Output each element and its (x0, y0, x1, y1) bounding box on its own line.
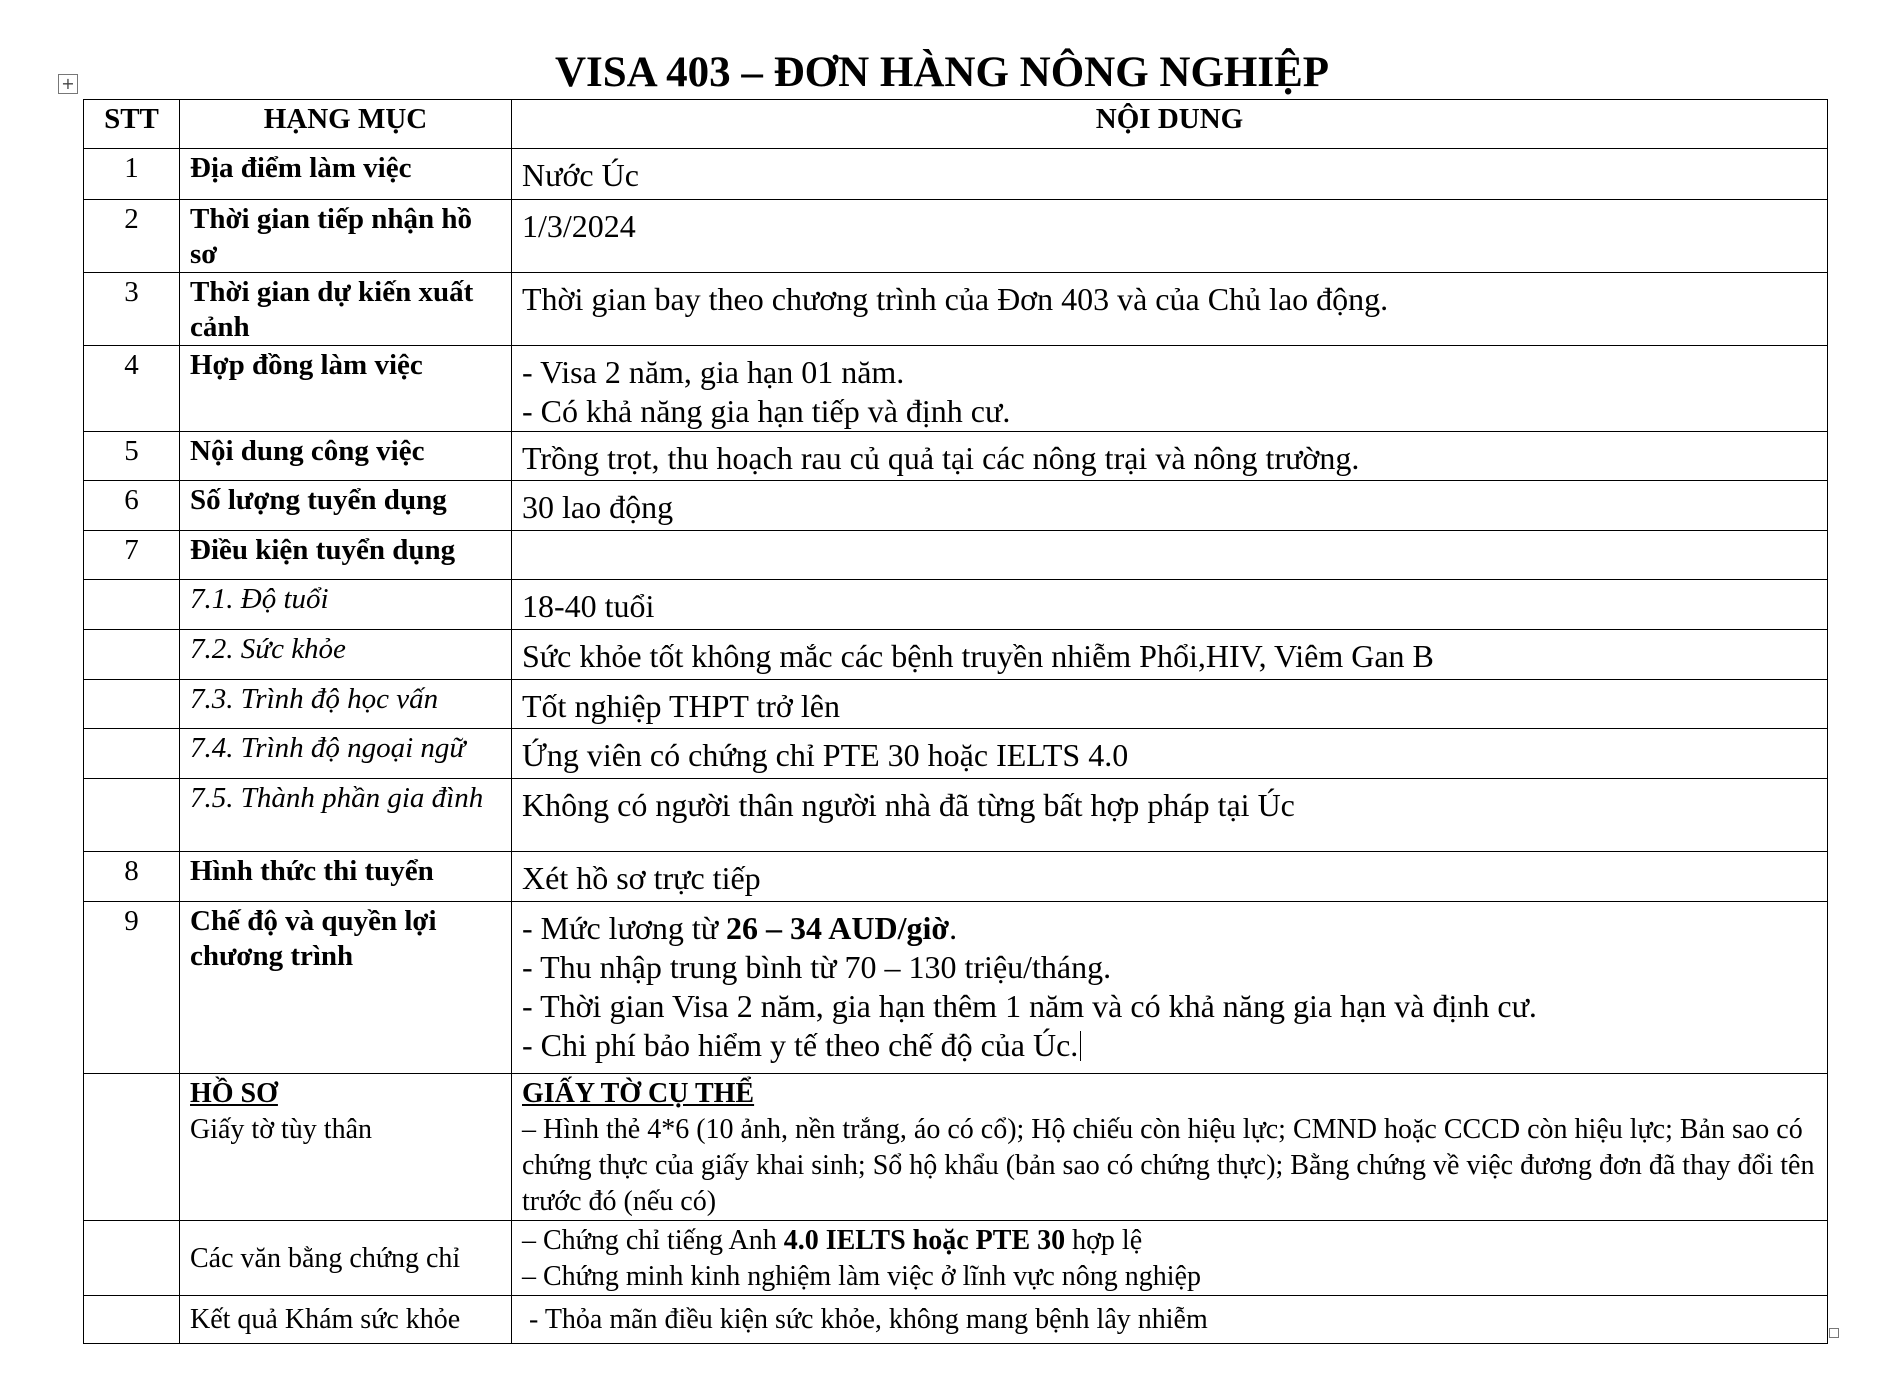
row-content: Xét hồ sơ trực tiếp (512, 852, 1828, 902)
row-category: Hình thức thi tuyển (180, 852, 512, 902)
table-row (84, 200, 1828, 273)
page-title: VISA 403 – ĐƠN HÀNG NÔNG NGHIỆP (554, 49, 1330, 96)
table-row (84, 1296, 1828, 1344)
row-category: Nội dung công việc (180, 432, 512, 481)
row-stt: 4 (84, 346, 180, 432)
row-category: Thời gian dự kiến xuất cảnh (180, 273, 512, 346)
table-row (84, 346, 1828, 432)
row-stt (84, 630, 180, 680)
row-category: Chế độ và quyền lợi chương trình (180, 902, 512, 1074)
table-row (84, 902, 1828, 1074)
row-content: Ứng viên có chứng chỉ PTE 30 hoặc IELTS 4.0 (512, 729, 1828, 779)
row-stt (84, 779, 180, 852)
row-content: Thời gian bay theo chương trình của Đơn 403 và của Chủ lao động. (512, 273, 1828, 346)
recruitment-table (83, 99, 1828, 1344)
content-line: - Thời gian Visa 2 năm, gia hạn thêm 1 năm và có khả năng gia hạn và định cư. (522, 988, 1537, 1024)
content-line: - Thu nhập trung bình từ 70 – 130 triệu/tháng. (522, 949, 1112, 985)
row-content (512, 902, 1828, 1074)
row-category: Điều kiện tuyển dụng (180, 531, 512, 580)
docs-heading: HỒ SƠ (190, 1078, 278, 1109)
row-subcategory: 7.2. Sức khỏe (180, 630, 512, 680)
content-line (522, 1223, 1817, 1259)
cert-suffix: hợp lệ (1065, 1225, 1143, 1256)
row-stt: 2 (84, 200, 180, 273)
table-row (84, 273, 1828, 346)
row-stt: 8 (84, 852, 180, 902)
row-content: Nước Úc (512, 149, 1828, 200)
header-stt: STT (84, 100, 180, 149)
table-row (84, 531, 1828, 580)
content-line (522, 1026, 1817, 1065)
row-content (512, 346, 1828, 432)
row-category: Thời gian tiếp nhận hồ sơ (180, 200, 512, 273)
cert-requirement: 4.0 IELTS hoặc PTE 30 (783, 1225, 1066, 1256)
salary-suffix: . (949, 910, 958, 946)
table-row (84, 432, 1828, 481)
row-stt (84, 1296, 180, 1344)
row-stt: 6 (84, 481, 180, 531)
text-cursor (1080, 1031, 1081, 1061)
row-stt (84, 680, 180, 729)
header-category: HẠNG MỤC (180, 100, 512, 149)
content-line (522, 909, 1817, 948)
header-content: NỘI DUNG (512, 100, 1828, 149)
table-row (84, 1221, 1828, 1296)
salary-prefix: - Mức lương từ (522, 910, 727, 946)
row-category: Hợp đồng làm việc (180, 346, 512, 432)
row-content: Tốt nghiệp THPT trở lên (512, 680, 1828, 729)
row-category: Kết quả Khám sức khỏe (180, 1296, 512, 1344)
row-content: Trồng trọt, thu hoạch rau củ quả tại các nông trại và nông trường. (512, 432, 1828, 481)
row-content: Không có người thân người nhà đã từng bất hợp pháp tại Úc (512, 779, 1828, 852)
row-subcategory: 7.3. Trình độ học vấn (180, 680, 512, 729)
row-stt (84, 1074, 180, 1221)
table-row (84, 779, 1828, 852)
row-content: Sức khỏe tốt không mắc các bệnh truyền nhiễm Phổi,HIV, Viêm Gan B (512, 630, 1828, 680)
row-category (180, 1074, 512, 1221)
row-subcategory: 7.1. Độ tuổi (180, 580, 512, 630)
row-content: - Thỏa mãn điều kiện sức khỏe, không mang bệnh lây nhiễm (512, 1296, 1828, 1344)
row-stt: 1 (84, 149, 180, 200)
table-move-handle-icon[interactable]: + (58, 74, 78, 94)
row-content (512, 1221, 1828, 1296)
content-line: – Chứng minh kinh nghiệm làm việc ở lĩnh vực nông nghiệp (522, 1261, 1201, 1292)
row-content (512, 531, 1828, 580)
table-row (84, 630, 1828, 680)
cert-prefix: – Chứng chỉ tiếng Anh (522, 1225, 784, 1256)
row-content: 1/3/2024 (512, 200, 1828, 273)
row-stt: 5 (84, 432, 180, 481)
table-row (84, 852, 1828, 902)
row-stt: 7 (84, 531, 180, 580)
row-stt: 3 (84, 273, 180, 346)
row-stt (84, 580, 180, 630)
table-header-row (84, 100, 1828, 149)
table-row (84, 580, 1828, 630)
docs-content-heading: GIẤY TỜ CỤ THỂ (522, 1078, 755, 1109)
content-line: - Có khả năng gia hạn tiếp và định cư. (522, 393, 1011, 429)
row-category: Các văn bằng chứng chỉ (180, 1221, 512, 1296)
row-subcategory: 7.4. Trình độ ngoại ngữ (180, 729, 512, 779)
row-category: Địa điểm làm việc (180, 149, 512, 200)
docs-category: Giấy tờ tùy thân (190, 1114, 372, 1145)
row-content: 18-40 tuổi (512, 580, 1828, 630)
table-resize-handle[interactable] (1829, 1328, 1839, 1338)
row-content (512, 1074, 1828, 1221)
row-stt (84, 1221, 180, 1296)
row-stt (84, 729, 180, 779)
salary-range: 26 – 34 AUD/giờ (726, 910, 950, 946)
table-row (84, 1074, 1828, 1221)
row-category: Số lượng tuyển dụng (180, 481, 512, 531)
row-subcategory: 7.5. Thành phần gia đình (180, 779, 512, 852)
insurance-line: - Chi phí bảo hiểm y tế theo chế độ của Úc. (522, 1027, 1079, 1063)
table-row (84, 149, 1828, 200)
row-content: 30 lao động (512, 481, 1828, 531)
docs-content: – Hình thẻ 4*6 (10 ảnh, nền trắng, áo có cổ); Hộ chiếu còn hiệu lực; CMND hoặc CCCD còn hiệu lực; Bản sao có chứng thực của giấy khai sinh; Sổ hộ khẩu (bản sao có chứng thực); Bằng chứng về việc đương đơn đã thay đổi tên trước đó (nếu có) (522, 1114, 1815, 1217)
table-row (84, 481, 1828, 531)
table-row (84, 680, 1828, 729)
content-line: - Visa 2 năm, gia hạn 01 năm. (522, 354, 905, 390)
row-stt: 9 (84, 902, 180, 1074)
table-row (84, 729, 1828, 779)
